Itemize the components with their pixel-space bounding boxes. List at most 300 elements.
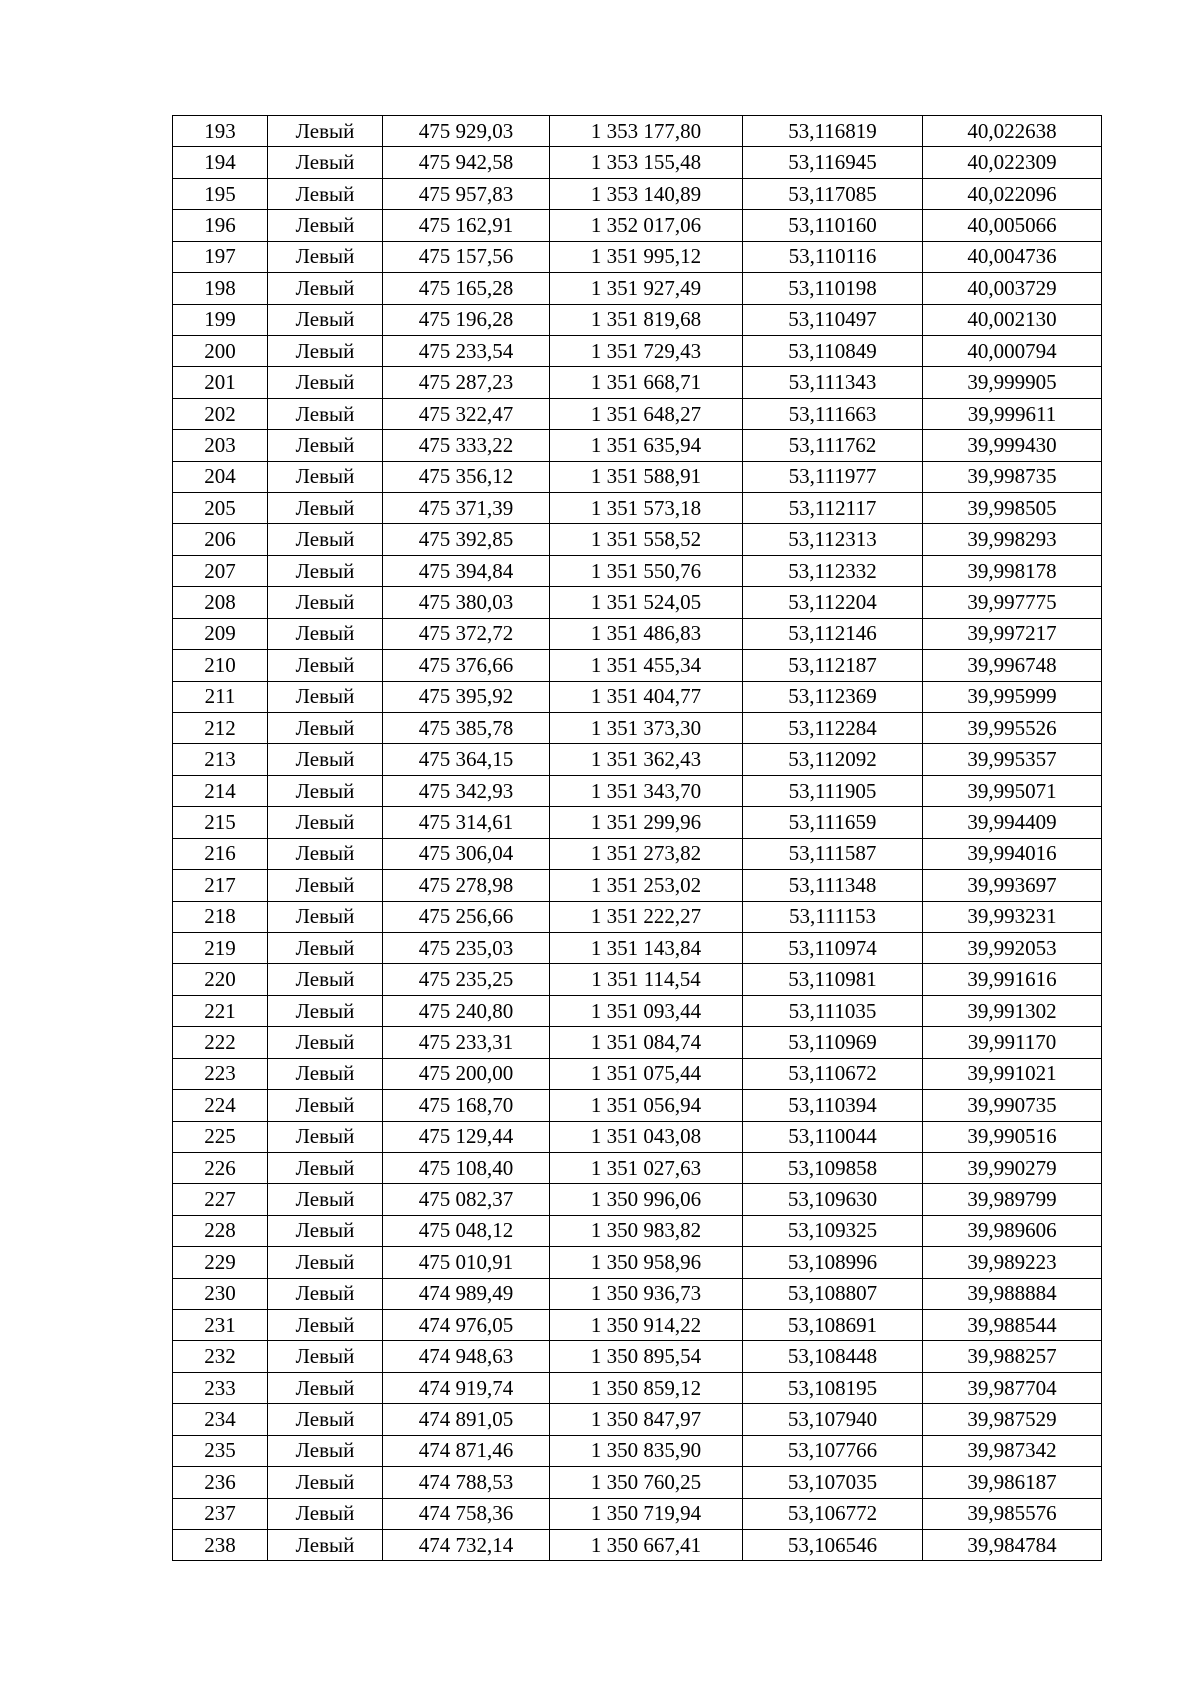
- y-coordinate-cell: 1 351 114,54: [550, 964, 743, 995]
- table-row: [173, 555, 1102, 586]
- point-number-cell: 198: [173, 273, 268, 304]
- longitude-cell: 39,995071: [923, 775, 1102, 806]
- longitude-cell: 39,984784: [923, 1529, 1102, 1560]
- side-cell: Левый: [268, 461, 383, 492]
- y-coordinate-cell: 1 351 455,34: [550, 650, 743, 681]
- x-coordinate-cell: 474 919,74: [383, 1372, 550, 1403]
- y-coordinate-cell: 1 351 573,18: [550, 493, 743, 524]
- x-coordinate-cell: 475 342,93: [383, 775, 550, 806]
- x-coordinate-cell: 475 165,28: [383, 273, 550, 304]
- x-coordinate-cell: 474 976,05: [383, 1310, 550, 1341]
- latitude-cell: 53,110497: [743, 304, 923, 335]
- longitude-cell: 39,991616: [923, 964, 1102, 995]
- side-cell: Левый: [268, 744, 383, 775]
- latitude-cell: 53,107940: [743, 1404, 923, 1435]
- side-cell: Левый: [268, 650, 383, 681]
- point-number-cell: 223: [173, 1058, 268, 1089]
- table-row: [173, 1467, 1102, 1498]
- x-coordinate-cell: 475 240,80: [383, 995, 550, 1026]
- point-number-cell: 218: [173, 901, 268, 932]
- x-coordinate-cell: 475 364,15: [383, 744, 550, 775]
- point-number-cell: 229: [173, 1247, 268, 1278]
- x-coordinate-cell: 475 957,83: [383, 178, 550, 209]
- table-row: [173, 1090, 1102, 1121]
- point-number-cell: 217: [173, 870, 268, 901]
- y-coordinate-cell: 1 350 958,96: [550, 1247, 743, 1278]
- point-number-cell: 237: [173, 1498, 268, 1529]
- longitude-cell: 39,994409: [923, 807, 1102, 838]
- x-coordinate-cell: 474 788,53: [383, 1467, 550, 1498]
- y-coordinate-cell: 1 350 996,06: [550, 1184, 743, 1215]
- x-coordinate-cell: 475 394,84: [383, 555, 550, 586]
- longitude-cell: 39,997217: [923, 618, 1102, 649]
- side-cell: Левый: [268, 398, 383, 429]
- y-coordinate-cell: 1 351 995,12: [550, 241, 743, 272]
- side-cell: Левый: [268, 304, 383, 335]
- latitude-cell: 53,112332: [743, 555, 923, 586]
- x-coordinate-cell: 475 200,00: [383, 1058, 550, 1089]
- longitude-cell: 39,991021: [923, 1058, 1102, 1089]
- side-cell: Левый: [268, 1372, 383, 1403]
- point-number-cell: 208: [173, 587, 268, 618]
- side-cell: Левый: [268, 1152, 383, 1183]
- point-number-cell: 207: [173, 555, 268, 586]
- side-cell: Левый: [268, 493, 383, 524]
- point-number-cell: 199: [173, 304, 268, 335]
- side-cell: Левый: [268, 1498, 383, 1529]
- y-coordinate-cell: 1 351 486,83: [550, 618, 743, 649]
- y-coordinate-cell: 1 351 043,08: [550, 1121, 743, 1152]
- point-number-cell: 194: [173, 147, 268, 178]
- longitude-cell: 39,993697: [923, 870, 1102, 901]
- y-coordinate-cell: 1 351 273,82: [550, 838, 743, 869]
- side-cell: Левый: [268, 147, 383, 178]
- point-number-cell: 215: [173, 807, 268, 838]
- point-number-cell: 236: [173, 1467, 268, 1498]
- longitude-cell: 39,990516: [923, 1121, 1102, 1152]
- y-coordinate-cell: 1 351 648,27: [550, 398, 743, 429]
- longitude-cell: 39,998505: [923, 493, 1102, 524]
- point-number-cell: 224: [173, 1090, 268, 1121]
- x-coordinate-cell: 475 233,31: [383, 1027, 550, 1058]
- side-cell: Левый: [268, 1404, 383, 1435]
- side-cell: Левый: [268, 713, 383, 744]
- x-coordinate-cell: 475 333,22: [383, 430, 550, 461]
- side-cell: Левый: [268, 178, 383, 209]
- latitude-cell: 53,106546: [743, 1529, 923, 1560]
- longitude-cell: 39,985576: [923, 1498, 1102, 1529]
- table-row: [173, 1498, 1102, 1529]
- latitude-cell: 53,116945: [743, 147, 923, 178]
- latitude-cell: 53,110394: [743, 1090, 923, 1121]
- table-row: [173, 461, 1102, 492]
- x-coordinate-cell: 475 129,44: [383, 1121, 550, 1152]
- y-coordinate-cell: 1 351 819,68: [550, 304, 743, 335]
- point-number-cell: 232: [173, 1341, 268, 1372]
- x-coordinate-cell: 474 758,36: [383, 1498, 550, 1529]
- longitude-cell: 39,988884: [923, 1278, 1102, 1309]
- x-coordinate-cell: 475 395,92: [383, 681, 550, 712]
- x-coordinate-cell: 475 048,12: [383, 1215, 550, 1246]
- table-row: [173, 241, 1102, 272]
- x-coordinate-cell: 475 385,78: [383, 713, 550, 744]
- x-coordinate-cell: 475 356,12: [383, 461, 550, 492]
- longitude-cell: 39,990735: [923, 1090, 1102, 1121]
- x-coordinate-cell: 475 256,66: [383, 901, 550, 932]
- point-number-cell: 222: [173, 1027, 268, 1058]
- point-number-cell: 202: [173, 398, 268, 429]
- longitude-cell: 39,998735: [923, 461, 1102, 492]
- longitude-cell: 39,987529: [923, 1404, 1102, 1435]
- y-coordinate-cell: 1 350 914,22: [550, 1310, 743, 1341]
- x-coordinate-cell: 475 376,66: [383, 650, 550, 681]
- side-cell: Левый: [268, 1121, 383, 1152]
- side-cell: Левый: [268, 870, 383, 901]
- y-coordinate-cell: 1 351 143,84: [550, 932, 743, 963]
- side-cell: Левый: [268, 1310, 383, 1341]
- latitude-cell: 53,110974: [743, 932, 923, 963]
- point-number-cell: 220: [173, 964, 268, 995]
- side-cell: Левый: [268, 555, 383, 586]
- side-cell: Левый: [268, 838, 383, 869]
- side-cell: Левый: [268, 901, 383, 932]
- side-cell: Левый: [268, 932, 383, 963]
- coordinates-table-body: [173, 116, 1102, 1561]
- latitude-cell: 53,111663: [743, 398, 923, 429]
- point-number-cell: 213: [173, 744, 268, 775]
- longitude-cell: 39,988257: [923, 1341, 1102, 1372]
- latitude-cell: 53,106772: [743, 1498, 923, 1529]
- longitude-cell: 40,004736: [923, 241, 1102, 272]
- y-coordinate-cell: 1 351 635,94: [550, 430, 743, 461]
- side-cell: Левый: [268, 807, 383, 838]
- y-coordinate-cell: 1 353 177,80: [550, 116, 743, 147]
- longitude-cell: 40,002130: [923, 304, 1102, 335]
- x-coordinate-cell: 475 380,03: [383, 587, 550, 618]
- longitude-cell: 39,992053: [923, 932, 1102, 963]
- latitude-cell: 53,111905: [743, 775, 923, 806]
- side-cell: Левый: [268, 273, 383, 304]
- side-cell: Левый: [268, 681, 383, 712]
- latitude-cell: 53,108195: [743, 1372, 923, 1403]
- point-number-cell: 212: [173, 713, 268, 744]
- point-number-cell: 231: [173, 1310, 268, 1341]
- point-number-cell: 211: [173, 681, 268, 712]
- x-coordinate-cell: 475 287,23: [383, 367, 550, 398]
- side-cell: Левый: [268, 241, 383, 272]
- longitude-cell: 39,987342: [923, 1435, 1102, 1466]
- longitude-cell: 39,996748: [923, 650, 1102, 681]
- longitude-cell: 39,995357: [923, 744, 1102, 775]
- latitude-cell: 53,109325: [743, 1215, 923, 1246]
- side-cell: Левый: [268, 1058, 383, 1089]
- table-row: [173, 870, 1102, 901]
- point-number-cell: 205: [173, 493, 268, 524]
- latitude-cell: 53,112313: [743, 524, 923, 555]
- side-cell: Левый: [268, 1184, 383, 1215]
- latitude-cell: 53,110969: [743, 1027, 923, 1058]
- table-row: [173, 650, 1102, 681]
- point-number-cell: 219: [173, 932, 268, 963]
- latitude-cell: 53,110044: [743, 1121, 923, 1152]
- latitude-cell: 53,109630: [743, 1184, 923, 1215]
- x-coordinate-cell: 475 010,91: [383, 1247, 550, 1278]
- y-coordinate-cell: 1 351 299,96: [550, 807, 743, 838]
- latitude-cell: 53,112284: [743, 713, 923, 744]
- point-number-cell: 193: [173, 116, 268, 147]
- table-row: [173, 713, 1102, 744]
- x-coordinate-cell: 475 392,85: [383, 524, 550, 555]
- y-coordinate-cell: 1 350 835,90: [550, 1435, 743, 1466]
- latitude-cell: 53,107766: [743, 1435, 923, 1466]
- y-coordinate-cell: 1 351 550,76: [550, 555, 743, 586]
- table-row: [173, 1310, 1102, 1341]
- point-number-cell: 201: [173, 367, 268, 398]
- longitude-cell: 39,989799: [923, 1184, 1102, 1215]
- table-row: [173, 1152, 1102, 1183]
- y-coordinate-cell: 1 351 075,44: [550, 1058, 743, 1089]
- side-cell: Левый: [268, 1027, 383, 1058]
- side-cell: Левый: [268, 1215, 383, 1246]
- x-coordinate-cell: 474 948,63: [383, 1341, 550, 1372]
- side-cell: Левый: [268, 1278, 383, 1309]
- longitude-cell: 39,991302: [923, 995, 1102, 1026]
- point-number-cell: 225: [173, 1121, 268, 1152]
- latitude-cell: 53,111762: [743, 430, 923, 461]
- y-coordinate-cell: 1 352 017,06: [550, 210, 743, 241]
- latitude-cell: 53,111659: [743, 807, 923, 838]
- y-coordinate-cell: 1 350 760,25: [550, 1467, 743, 1498]
- side-cell: Левый: [268, 775, 383, 806]
- x-coordinate-cell: 475 157,56: [383, 241, 550, 272]
- table-row: [173, 210, 1102, 241]
- table-row: [173, 493, 1102, 524]
- longitude-cell: 40,022638: [923, 116, 1102, 147]
- point-number-cell: 221: [173, 995, 268, 1026]
- side-cell: Левый: [268, 1467, 383, 1498]
- latitude-cell: 53,107035: [743, 1467, 923, 1498]
- point-number-cell: 200: [173, 335, 268, 366]
- table-row: [173, 367, 1102, 398]
- latitude-cell: 53,110981: [743, 964, 923, 995]
- side-cell: Левый: [268, 1529, 383, 1560]
- longitude-cell: 39,999430: [923, 430, 1102, 461]
- x-coordinate-cell: 475 108,40: [383, 1152, 550, 1183]
- latitude-cell: 53,112204: [743, 587, 923, 618]
- latitude-cell: 53,111343: [743, 367, 923, 398]
- side-cell: Левый: [268, 1435, 383, 1466]
- point-number-cell: 206: [173, 524, 268, 555]
- y-coordinate-cell: 1 351 729,43: [550, 335, 743, 366]
- point-number-cell: 210: [173, 650, 268, 681]
- table-row: [173, 964, 1102, 995]
- latitude-cell: 53,112187: [743, 650, 923, 681]
- table-row: [173, 1372, 1102, 1403]
- y-coordinate-cell: 1 350 859,12: [550, 1372, 743, 1403]
- y-coordinate-cell: 1 351 927,49: [550, 273, 743, 304]
- latitude-cell: 53,108996: [743, 1247, 923, 1278]
- side-cell: Левый: [268, 335, 383, 366]
- x-coordinate-cell: 474 732,14: [383, 1529, 550, 1560]
- latitude-cell: 53,109858: [743, 1152, 923, 1183]
- latitude-cell: 53,110160: [743, 210, 923, 241]
- latitude-cell: 53,112369: [743, 681, 923, 712]
- longitude-cell: 39,986187: [923, 1467, 1102, 1498]
- latitude-cell: 53,112092: [743, 744, 923, 775]
- y-coordinate-cell: 1 351 404,77: [550, 681, 743, 712]
- y-coordinate-cell: 1 351 222,27: [550, 901, 743, 932]
- longitude-cell: 39,991170: [923, 1027, 1102, 1058]
- table-row: [173, 273, 1102, 304]
- latitude-cell: 53,108448: [743, 1341, 923, 1372]
- x-coordinate-cell: 474 871,46: [383, 1435, 550, 1466]
- point-number-cell: 195: [173, 178, 268, 209]
- latitude-cell: 53,116819: [743, 116, 923, 147]
- point-number-cell: 228: [173, 1215, 268, 1246]
- point-number-cell: 230: [173, 1278, 268, 1309]
- table-row: [173, 775, 1102, 806]
- table-row: [173, 838, 1102, 869]
- latitude-cell: 53,108691: [743, 1310, 923, 1341]
- x-coordinate-cell: 475 168,70: [383, 1090, 550, 1121]
- point-number-cell: 204: [173, 461, 268, 492]
- x-coordinate-cell: 475 233,54: [383, 335, 550, 366]
- longitude-cell: 39,987704: [923, 1372, 1102, 1403]
- latitude-cell: 53,112117: [743, 493, 923, 524]
- latitude-cell: 53,111153: [743, 901, 923, 932]
- table-row: [173, 398, 1102, 429]
- longitude-cell: 39,989606: [923, 1215, 1102, 1246]
- table-row: [173, 1529, 1102, 1560]
- side-cell: Левый: [268, 995, 383, 1026]
- longitude-cell: 39,990279: [923, 1152, 1102, 1183]
- y-coordinate-cell: 1 350 667,41: [550, 1529, 743, 1560]
- y-coordinate-cell: 1 351 524,05: [550, 587, 743, 618]
- point-number-cell: 234: [173, 1404, 268, 1435]
- table-row: [173, 1215, 1102, 1246]
- x-coordinate-cell: 475 196,28: [383, 304, 550, 335]
- side-cell: Левый: [268, 587, 383, 618]
- longitude-cell: 39,999905: [923, 367, 1102, 398]
- longitude-cell: 39,993231: [923, 901, 1102, 932]
- point-number-cell: 238: [173, 1529, 268, 1560]
- longitude-cell: 39,998293: [923, 524, 1102, 555]
- latitude-cell: 53,112146: [743, 618, 923, 649]
- point-number-cell: 209: [173, 618, 268, 649]
- side-cell: Левый: [268, 964, 383, 995]
- longitude-cell: 39,998178: [923, 555, 1102, 586]
- x-coordinate-cell: 475 306,04: [383, 838, 550, 869]
- side-cell: Левый: [268, 430, 383, 461]
- y-coordinate-cell: 1 353 155,48: [550, 147, 743, 178]
- point-number-cell: 226: [173, 1152, 268, 1183]
- x-coordinate-cell: 475 278,98: [383, 870, 550, 901]
- side-cell: Левый: [268, 618, 383, 649]
- table-row: [173, 1404, 1102, 1435]
- side-cell: Левый: [268, 1247, 383, 1278]
- latitude-cell: 53,111348: [743, 870, 923, 901]
- longitude-cell: 40,022096: [923, 178, 1102, 209]
- table-row: [173, 1121, 1102, 1152]
- y-coordinate-cell: 1 350 983,82: [550, 1215, 743, 1246]
- x-coordinate-cell: 475 235,03: [383, 932, 550, 963]
- table-row: [173, 430, 1102, 461]
- table-row: [173, 147, 1102, 178]
- point-number-cell: 197: [173, 241, 268, 272]
- point-number-cell: 235: [173, 1435, 268, 1466]
- coordinates-table: [172, 115, 1102, 1561]
- x-coordinate-cell: 475 082,37: [383, 1184, 550, 1215]
- point-number-cell: 203: [173, 430, 268, 461]
- latitude-cell: 53,111035: [743, 995, 923, 1026]
- table-row: [173, 932, 1102, 963]
- table-row: [173, 1435, 1102, 1466]
- table-row: [173, 524, 1102, 555]
- table-row: [173, 335, 1102, 366]
- latitude-cell: 53,110849: [743, 335, 923, 366]
- y-coordinate-cell: 1 350 719,94: [550, 1498, 743, 1529]
- x-coordinate-cell: 475 372,72: [383, 618, 550, 649]
- side-cell: Левый: [268, 524, 383, 555]
- table-row: [173, 744, 1102, 775]
- y-coordinate-cell: 1 351 558,52: [550, 524, 743, 555]
- side-cell: Левый: [268, 1341, 383, 1372]
- point-number-cell: 196: [173, 210, 268, 241]
- y-coordinate-cell: 1 350 895,54: [550, 1341, 743, 1372]
- y-coordinate-cell: 1 351 343,70: [550, 775, 743, 806]
- latitude-cell: 53,108807: [743, 1278, 923, 1309]
- point-number-cell: 214: [173, 775, 268, 806]
- latitude-cell: 53,110116: [743, 241, 923, 272]
- x-coordinate-cell: 475 162,91: [383, 210, 550, 241]
- x-coordinate-cell: 474 891,05: [383, 1404, 550, 1435]
- latitude-cell: 53,111977: [743, 461, 923, 492]
- y-coordinate-cell: 1 351 668,71: [550, 367, 743, 398]
- longitude-cell: 40,003729: [923, 273, 1102, 304]
- table-row: [173, 1184, 1102, 1215]
- side-cell: Левый: [268, 1090, 383, 1121]
- latitude-cell: 53,111587: [743, 838, 923, 869]
- table-row: [173, 116, 1102, 147]
- y-coordinate-cell: 1 351 362,43: [550, 744, 743, 775]
- longitude-cell: 39,999611: [923, 398, 1102, 429]
- y-coordinate-cell: 1 351 056,94: [550, 1090, 743, 1121]
- point-number-cell: 227: [173, 1184, 268, 1215]
- x-coordinate-cell: 475 929,03: [383, 116, 550, 147]
- longitude-cell: 39,994016: [923, 838, 1102, 869]
- x-coordinate-cell: 475 942,58: [383, 147, 550, 178]
- table-row: [173, 681, 1102, 712]
- x-coordinate-cell: 475 235,25: [383, 964, 550, 995]
- side-cell: Левый: [268, 210, 383, 241]
- longitude-cell: 39,988544: [923, 1310, 1102, 1341]
- x-coordinate-cell: 475 314,61: [383, 807, 550, 838]
- y-coordinate-cell: 1 350 847,97: [550, 1404, 743, 1435]
- latitude-cell: 53,110198: [743, 273, 923, 304]
- y-coordinate-cell: 1 351 084,74: [550, 1027, 743, 1058]
- table-row: [173, 587, 1102, 618]
- table-row: [173, 1247, 1102, 1278]
- table-row: [173, 995, 1102, 1026]
- y-coordinate-cell: 1 351 027,63: [550, 1152, 743, 1183]
- y-coordinate-cell: 1 351 588,91: [550, 461, 743, 492]
- latitude-cell: 53,110672: [743, 1058, 923, 1089]
- table-row: [173, 304, 1102, 335]
- table-row: [173, 1278, 1102, 1309]
- side-cell: Левый: [268, 116, 383, 147]
- side-cell: Левый: [268, 367, 383, 398]
- latitude-cell: 53,117085: [743, 178, 923, 209]
